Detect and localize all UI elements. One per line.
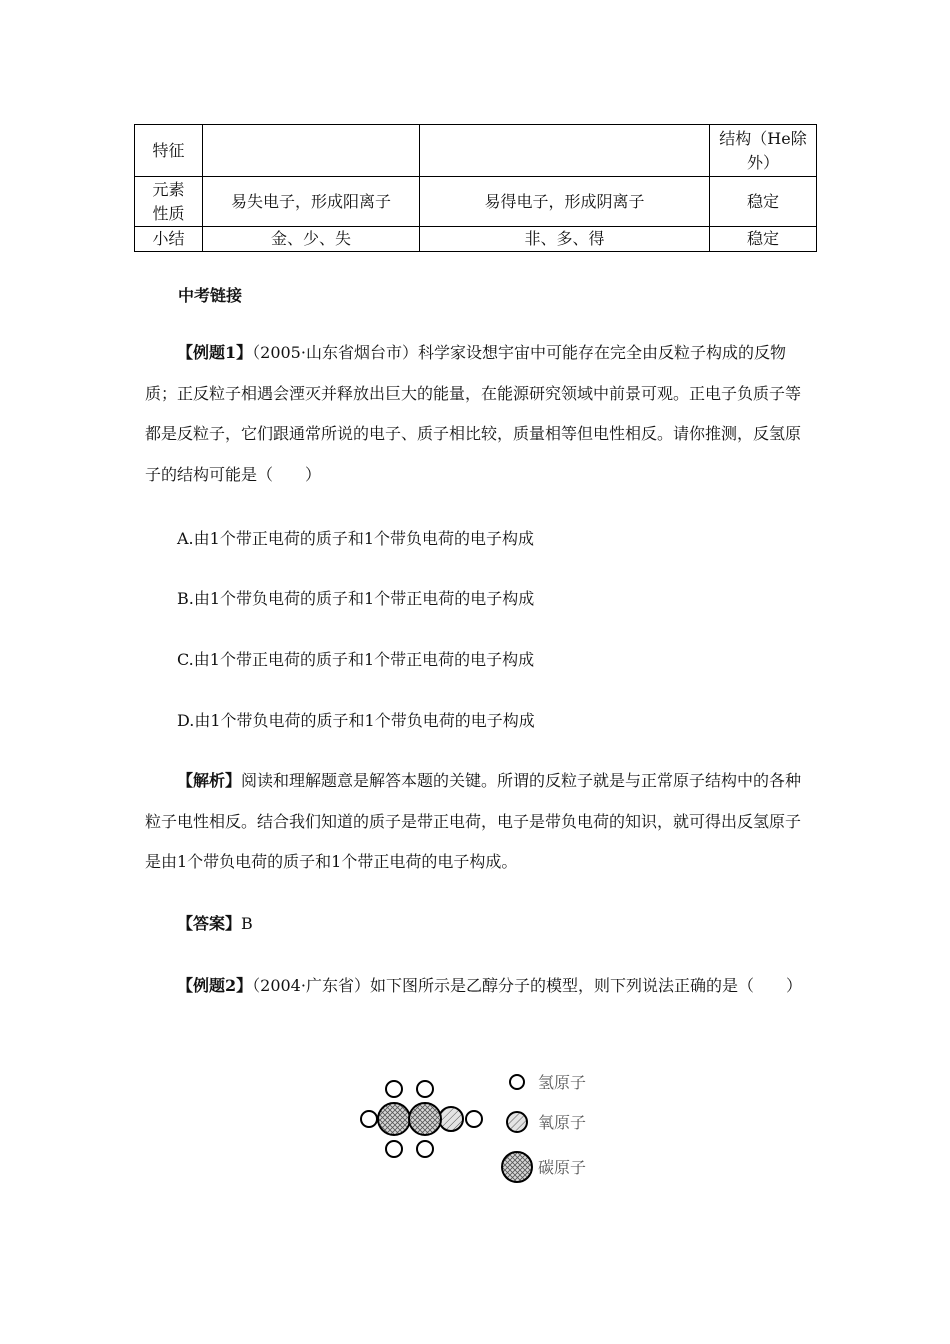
analysis-paragraph: [145, 761, 815, 883]
option-b: B.由1个带负电荷的质子和1个带正电荷的电子构成: [177, 589, 535, 608]
answer-value: B: [241, 914, 253, 933]
answer-line: [145, 904, 815, 945]
table-cell: 稳定: [710, 227, 817, 252]
table-cell: 结构（He除外）: [710, 125, 817, 177]
molecule: [361, 1081, 482, 1157]
oxygen-legend-icon: [507, 1112, 527, 1132]
oxygen-atom: [439, 1107, 463, 1131]
legend-carbon-label: 碳原子: [538, 1160, 587, 1177]
row-label: 特征: [135, 125, 203, 177]
table-row: [135, 125, 817, 177]
table-cell: 金、少、失: [203, 227, 420, 252]
hydrogen-atom: [386, 1141, 402, 1157]
table-cell: [203, 125, 420, 177]
example2-tag: 【例题2】: [177, 976, 253, 995]
table-cell: 稳定: [710, 177, 817, 227]
table-cell: 非、多、得: [420, 227, 710, 252]
row-label: 小结: [135, 227, 203, 252]
option-c: C.由1个带正电荷的质子和1个带正电荷的电子构成: [177, 650, 535, 669]
table-row: [135, 227, 817, 252]
hydrogen-atom: [386, 1081, 402, 1097]
option-d: D.由1个带负电荷的质子和1个带负电荷的电子构成: [177, 711, 535, 730]
table-cell: 易得电子，形成阴离子: [420, 177, 710, 227]
example1-tag: 【例题1】: [177, 343, 253, 362]
analysis-tag: 【解析】: [177, 771, 242, 790]
hydrogen-atom: [466, 1111, 482, 1127]
hydrogen-legend-icon: [510, 1075, 524, 1089]
option-a: A.由1个带正电荷的质子和1个带负电荷的电子构成: [177, 529, 535, 548]
example1-question: [145, 333, 815, 495]
answer-tag: 【答案】: [177, 914, 242, 933]
ethanol-molecule-model: [355, 1065, 600, 1190]
carbon-legend-icon: [502, 1152, 532, 1182]
hydrogen-atom: [417, 1141, 433, 1157]
analysis-text: 阅读和理解题意是解答本题的关键。所谓的反粒子就是与正常原子结构中的各种粒子电性相反。结合我们知道的质子是带正电荷，电子是带负电荷的知识，就可得出反氢原子是由1个带负电荷的质子和1个带正电荷的电子构成。: [145, 771, 802, 871]
legend-hydrogen-label: 氢原子: [538, 1075, 587, 1092]
legend: [502, 1074, 586, 1182]
row-label: 元素性质: [135, 177, 203, 227]
element-properties-table: [134, 124, 817, 252]
hydrogen-atom: [361, 1111, 377, 1127]
example2-text: （2004·广东省）如下图所示是乙醇分子的模型，则下列说法正确的是（ ）: [252, 976, 802, 995]
carbon-atom: [378, 1103, 410, 1135]
table-cell: [420, 125, 710, 177]
table-row: [135, 177, 817, 227]
table-cell: 易失电子，形成阳离子: [203, 177, 420, 227]
example2-question: [145, 966, 815, 1007]
hydrogen-atom: [417, 1081, 433, 1097]
carbon-atom: [409, 1103, 441, 1135]
legend-oxygen-label: 氧原子: [538, 1115, 587, 1132]
example1-text: （2005·山东省烟台市）科学家设想宇宙中可能存在完全由反粒子构成的反物质；正反粒子相遇会湮灭并释放出巨大的能量，在能源研究领域中前景可观。正电子负质子等都是反粒子，它们跟通常所说的电子、质子相比较，质量相等但电性相反。请你推测，反氢原子的结构可能是（ ）: [145, 343, 802, 484]
section-title: 中考链接: [178, 286, 243, 305]
